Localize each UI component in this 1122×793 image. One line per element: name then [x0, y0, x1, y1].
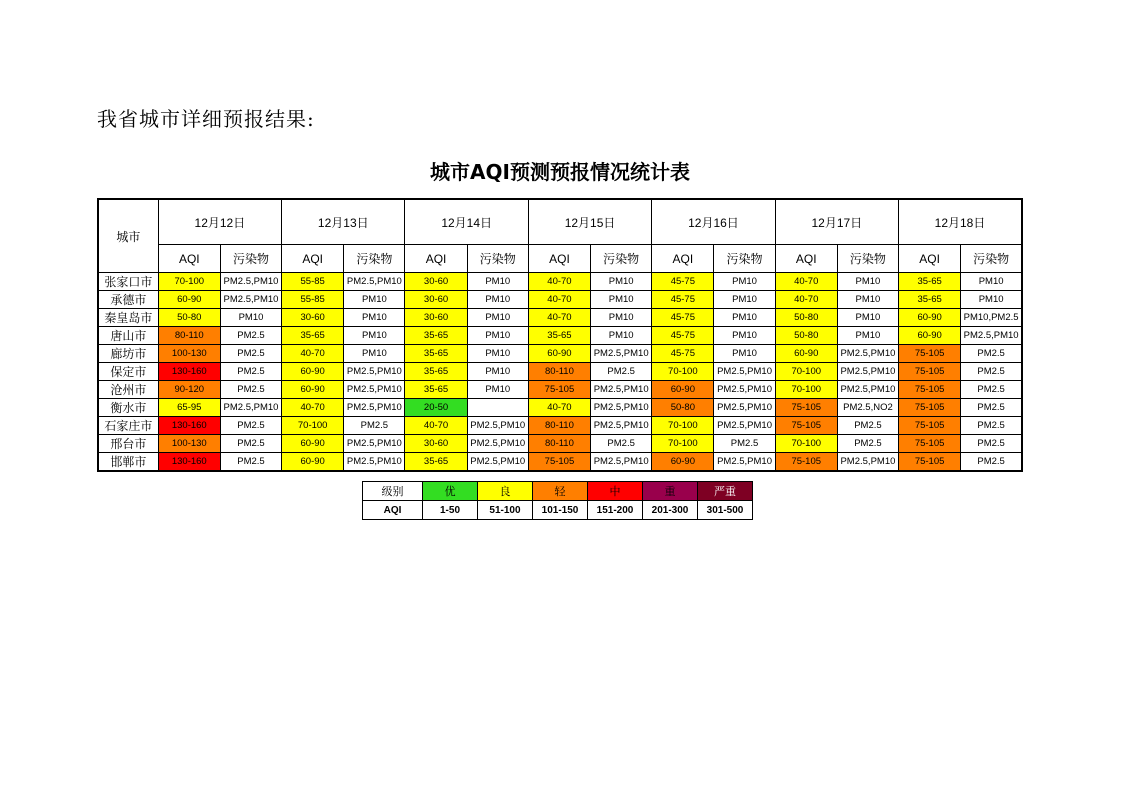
aqi-cell: 75-105: [775, 453, 837, 472]
table-row: [98, 345, 1022, 363]
aqi-column-header: AQI: [652, 245, 714, 273]
pollutant-cell: PM10: [961, 291, 1022, 309]
table-row: [98, 327, 1022, 345]
pollutant-cell: PM2.5,PM10: [344, 399, 405, 417]
aqi-cell: 80-110: [528, 363, 590, 381]
date-header: 12月12日: [158, 199, 281, 245]
aqi-cell: 60-90: [652, 381, 714, 399]
pollutant-cell: PM10: [467, 381, 528, 399]
pollutant-cell: PM2.5: [961, 381, 1022, 399]
table-body: [98, 273, 1022, 472]
aqi-cell: 70-100: [775, 435, 837, 453]
pollutant-cell: PM10: [837, 327, 898, 345]
pollutant-cell: PM10: [714, 291, 775, 309]
aqi-cell: 75-105: [899, 435, 961, 453]
table-row: [98, 291, 1022, 309]
legend-level-name: 优: [423, 482, 478, 501]
city-name: 唐山市: [98, 327, 158, 345]
legend-level-range: 1-50: [423, 501, 478, 520]
aqi-cell: 40-70: [405, 417, 467, 435]
pollutant-cell: PM10: [591, 273, 652, 291]
aqi-cell: 100-130: [158, 345, 220, 363]
pollutant-cell: PM2.5,PM10: [220, 273, 281, 291]
legend-level-name: 重: [643, 482, 698, 501]
date-header: 12月13日: [282, 199, 405, 245]
aqi-cell: 75-105: [899, 417, 961, 435]
pollutant-cell: PM10: [591, 327, 652, 345]
aqi-cell: 30-60: [405, 291, 467, 309]
pollutant-cell: PM2.5,PM10: [714, 453, 775, 472]
pollutant-cell: PM2.5,PM10: [837, 363, 898, 381]
aqi-cell: 40-70: [282, 345, 344, 363]
pollutant-cell: PM2.5,PM10: [714, 417, 775, 435]
pollutant-cell: PM2.5: [961, 435, 1022, 453]
aqi-cell: 45-75: [652, 309, 714, 327]
pollutant-cell: PM10: [714, 273, 775, 291]
pollutant-cell: PM10: [837, 291, 898, 309]
legend-level-range: 151-200: [588, 501, 643, 520]
pollutant-cell: PM2.5,PM10: [467, 417, 528, 435]
pollutant-cell: PM2.5: [961, 363, 1022, 381]
pollutant-cell: PM10: [961, 273, 1022, 291]
pollutant-cell: PM10: [467, 291, 528, 309]
pollutant-cell: PM2.5,PM10: [591, 417, 652, 435]
aqi-cell: 55-85: [282, 273, 344, 291]
city-name: 衡水市: [98, 399, 158, 417]
pollutant-cell: PM10: [344, 345, 405, 363]
city-name: 石家庄市: [98, 417, 158, 435]
aqi-cell: 60-90: [899, 309, 961, 327]
aqi-cell: 45-75: [652, 273, 714, 291]
pollutant-cell: PM2.5: [591, 363, 652, 381]
pollutant-cell: PM10: [837, 309, 898, 327]
pollutant-cell: PM2.5: [961, 345, 1022, 363]
aqi-cell: 60-90: [282, 453, 344, 472]
city-name: 沧州市: [98, 381, 158, 399]
aqi-legend: [362, 481, 753, 520]
table-row: [98, 363, 1022, 381]
aqi-column-header: AQI: [158, 245, 220, 273]
pollutant-cell: PM10: [467, 327, 528, 345]
pollutant-cell: PM2.5,PM10: [837, 381, 898, 399]
pollutant-cell: PM2.5,PM10: [714, 381, 775, 399]
aqi-cell: 60-90: [282, 363, 344, 381]
legend-aqi-row: [363, 501, 753, 520]
legend-aqi-header: AQI: [363, 501, 423, 520]
pollutant-cell: PM2.5: [344, 417, 405, 435]
aqi-cell: 75-105: [528, 453, 590, 472]
city-name: 邯郸市: [98, 453, 158, 472]
aqi-cell: 45-75: [652, 327, 714, 345]
aqi-column-header: AQI: [282, 245, 344, 273]
pollutant-cell: PM10: [467, 273, 528, 291]
aqi-cell: 35-65: [528, 327, 590, 345]
aqi-cell: 40-70: [528, 399, 590, 417]
aqi-cell: 35-65: [405, 363, 467, 381]
pollutant-cell: PM10: [591, 309, 652, 327]
aqi-cell: 30-60: [282, 309, 344, 327]
pollutant-cell: PM2.5,NO2: [837, 399, 898, 417]
aqi-cell: 50-80: [652, 399, 714, 417]
pollutant-cell: PM2.5: [837, 435, 898, 453]
aqi-cell: 75-105: [899, 453, 961, 472]
subheader-row: [98, 245, 1022, 273]
pollutant-cell: PM10: [591, 291, 652, 309]
date-header: 12月18日: [899, 199, 1022, 245]
pollutant-column-header: 污染物: [220, 245, 281, 273]
city-name: 张家口市: [98, 273, 158, 291]
aqi-cell: 40-70: [528, 273, 590, 291]
aqi-cell: 75-105: [899, 399, 961, 417]
pollutant-cell: PM2.5,PM10: [591, 345, 652, 363]
aqi-cell: 75-105: [528, 381, 590, 399]
pollutant-cell: PM2.5,PM10: [837, 453, 898, 472]
pollutant-cell: PM10: [714, 345, 775, 363]
pollutant-cell: PM2.5: [961, 399, 1022, 417]
table-row: [98, 273, 1022, 291]
aqi-column-header: AQI: [405, 245, 467, 273]
city-name: 承德市: [98, 291, 158, 309]
aqi-cell: 40-70: [528, 309, 590, 327]
pollutant-cell: PM2.5,PM10: [837, 345, 898, 363]
table-row: [98, 309, 1022, 327]
aqi-cell: 35-65: [282, 327, 344, 345]
pollutant-cell: PM10: [467, 309, 528, 327]
pollutant-cell: PM2.5,PM10: [220, 291, 281, 309]
aqi-cell: 35-65: [899, 273, 961, 291]
pollutant-cell: PM10: [714, 309, 775, 327]
pollutant-cell: PM2.5,PM10: [467, 453, 528, 472]
city-name: 保定市: [98, 363, 158, 381]
pollutant-cell: PM2.5: [220, 417, 281, 435]
aqi-cell: 60-90: [528, 345, 590, 363]
aqi-cell: 70-100: [282, 417, 344, 435]
pollutant-cell: PM10: [837, 273, 898, 291]
pollutant-cell: PM2.5: [220, 327, 281, 345]
pollutant-cell: PM10: [344, 309, 405, 327]
aqi-cell: 100-130: [158, 435, 220, 453]
aqi-cell: 60-90: [899, 327, 961, 345]
aqi-cell: 70-100: [652, 417, 714, 435]
aqi-cell: 35-65: [899, 291, 961, 309]
aqi-cell: 60-90: [775, 345, 837, 363]
aqi-cell: 20-50: [405, 399, 467, 417]
aqi-cell: 75-105: [899, 345, 961, 363]
aqi-cell: 40-70: [528, 291, 590, 309]
pollutant-cell: PM10: [344, 291, 405, 309]
table-row: [98, 381, 1022, 399]
legend-level-row: [363, 482, 753, 501]
aqi-column-header: AQI: [775, 245, 837, 273]
aqi-cell: 35-65: [405, 327, 467, 345]
pollutant-column-header: 污染物: [961, 245, 1022, 273]
pollutant-cell: PM2.5: [220, 453, 281, 472]
date-header-row: [98, 199, 1022, 245]
aqi-cell: 50-80: [775, 327, 837, 345]
pollutant-cell: PM2.5: [220, 381, 281, 399]
aqi-cell: 70-100: [652, 363, 714, 381]
aqi-cell: 130-160: [158, 363, 220, 381]
legend-level-range: 101-150: [533, 501, 588, 520]
pollutant-cell: PM2.5,PM10: [714, 363, 775, 381]
pollutant-cell: PM2.5,PM10: [344, 363, 405, 381]
aqi-cell: 50-80: [775, 309, 837, 327]
aqi-cell: 40-70: [775, 273, 837, 291]
aqi-cell: 35-65: [405, 453, 467, 472]
pollutant-column-header: 污染物: [837, 245, 898, 273]
aqi-cell: 40-70: [775, 291, 837, 309]
pollutant-cell: PM2.5,PM10: [591, 399, 652, 417]
pollutant-cell: PM2.5,PM10: [344, 453, 405, 472]
aqi-cell: 50-80: [158, 309, 220, 327]
aqi-cell: 75-105: [775, 417, 837, 435]
pollutant-cell: PM2.5,PM10: [220, 399, 281, 417]
pollutant-column-header: 污染物: [344, 245, 405, 273]
aqi-cell: 80-110: [528, 435, 590, 453]
aqi-cell: 60-90: [282, 381, 344, 399]
table-row: [98, 417, 1022, 435]
aqi-cell: 45-75: [652, 345, 714, 363]
pollutant-cell: PM2.5,PM10: [714, 399, 775, 417]
pollutant-column-header: 污染物: [591, 245, 652, 273]
aqi-cell: 45-75: [652, 291, 714, 309]
pollutant-cell: PM10: [467, 345, 528, 363]
city-name: 秦皇岛市: [98, 309, 158, 327]
aqi-cell: 35-65: [405, 345, 467, 363]
legend-level-name: 良: [478, 482, 533, 501]
aqi-cell: 30-60: [405, 309, 467, 327]
aqi-cell: 70-100: [775, 363, 837, 381]
pollutant-cell: PM2.5: [961, 453, 1022, 472]
table-row: [98, 399, 1022, 417]
pollutant-cell: PM2.5,PM10: [467, 435, 528, 453]
aqi-cell: 130-160: [158, 453, 220, 472]
pollutant-cell: PM10: [467, 363, 528, 381]
aqi-cell: 65-95: [158, 399, 220, 417]
pollutant-cell: PM10: [344, 327, 405, 345]
pollutant-cell: PM2.5,PM10: [591, 381, 652, 399]
pollutant-cell: PM2.5: [591, 435, 652, 453]
legend-level-range: 301-500: [698, 501, 753, 520]
legend-level-name: 轻: [533, 482, 588, 501]
section-heading: 我省城市详细预报结果:: [97, 107, 315, 131]
pollutant-cell: PM10: [714, 327, 775, 345]
pollutant-cell: PM2.5,PM10: [344, 435, 405, 453]
aqi-cell: 130-160: [158, 417, 220, 435]
table-row: [98, 453, 1022, 472]
date-header: 12月15日: [528, 199, 651, 245]
aqi-cell: 90-120: [158, 381, 220, 399]
pollutant-cell: PM10,PM2.5: [961, 309, 1022, 327]
aqi-cell: 70-100: [158, 273, 220, 291]
aqi-forecast-table: [97, 198, 1023, 472]
aqi-column-header: AQI: [528, 245, 590, 273]
aqi-cell: 40-70: [282, 399, 344, 417]
date-header: 12月16日: [652, 199, 775, 245]
date-header: 12月14日: [405, 199, 528, 245]
pollutant-cell: PM10: [220, 309, 281, 327]
pollutant-column-header: 污染物: [714, 245, 775, 273]
pollutant-cell: PM2.5,PM10: [344, 273, 405, 291]
table-row: [98, 435, 1022, 453]
aqi-cell: 75-105: [775, 399, 837, 417]
city-name: 邢台市: [98, 435, 158, 453]
aqi-cell: 70-100: [775, 381, 837, 399]
pollutant-cell: PM2.5: [961, 417, 1022, 435]
pollutant-cell: PM2.5,PM10: [961, 327, 1022, 345]
date-header: 12月17日: [775, 199, 898, 245]
aqi-cell: 75-105: [899, 363, 961, 381]
aqi-cell: 30-60: [405, 435, 467, 453]
aqi-cell: 70-100: [652, 435, 714, 453]
aqi-cell: 75-105: [899, 381, 961, 399]
pollutant-cell: PM2.5: [714, 435, 775, 453]
aqi-cell: 60-90: [652, 453, 714, 472]
legend-level-range: 201-300: [643, 501, 698, 520]
aqi-cell: 60-90: [158, 291, 220, 309]
aqi-column-header: AQI: [899, 245, 961, 273]
pollutant-cell: PM2.5: [220, 345, 281, 363]
pollutant-column-header: 污染物: [467, 245, 528, 273]
pollutant-cell: PM2.5: [220, 363, 281, 381]
city-name: 廊坊市: [98, 345, 158, 363]
aqi-cell: 30-60: [405, 273, 467, 291]
city-header: 城市: [98, 199, 158, 273]
pollutant-cell: PM2.5: [837, 417, 898, 435]
legend-level-header: 级别: [363, 482, 423, 501]
table-title: 城市AQI预测预报情况统计表: [430, 160, 690, 184]
pollutant-cell: [467, 399, 528, 417]
legend-level-name: 中: [588, 482, 643, 501]
aqi-cell: 55-85: [282, 291, 344, 309]
aqi-cell: 80-110: [528, 417, 590, 435]
pollutant-cell: PM2.5,PM10: [344, 381, 405, 399]
aqi-cell: 35-65: [405, 381, 467, 399]
legend-level-name: 严重: [698, 482, 753, 501]
pollutant-cell: PM2.5: [220, 435, 281, 453]
legend-level-range: 51-100: [478, 501, 533, 520]
pollutant-cell: PM2.5,PM10: [591, 453, 652, 472]
aqi-cell: 80-110: [158, 327, 220, 345]
aqi-cell: 60-90: [282, 435, 344, 453]
